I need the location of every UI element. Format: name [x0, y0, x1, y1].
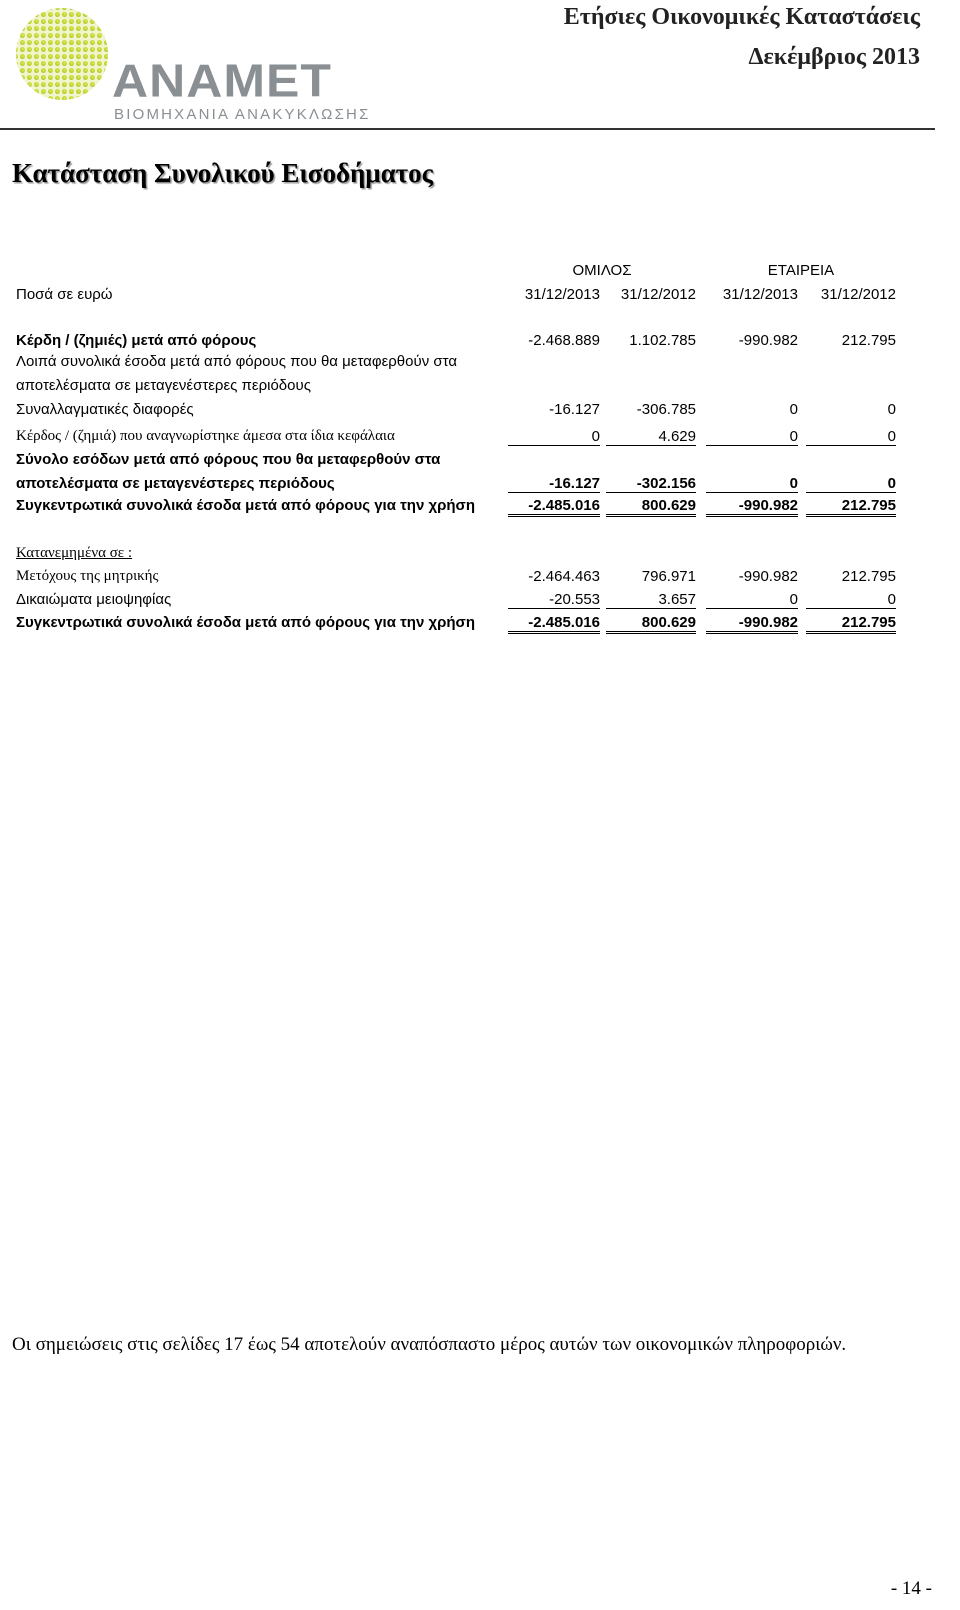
group-header-group: ΟΜΙΛΟΣ [572, 262, 632, 279]
table-cell: 212.795 [806, 497, 896, 517]
table-cell: -990.982 [738, 332, 798, 349]
units-label: Ποσά σε ευρώ [16, 286, 113, 303]
table-cell: 0 [508, 428, 600, 446]
logo-sphere-icon [12, 4, 112, 104]
table-cell: 0 [706, 428, 798, 446]
table-cell: -2.468.889 [528, 332, 600, 349]
table-cell: 0 [706, 591, 798, 609]
row-label-equity-recognised: Κέρδος / (ζημιά) που αναγνωρίστηκε άμεσα στα ίδια κεφάλαια [16, 428, 395, 444]
table-cell: -990.982 [706, 614, 798, 634]
table-cell: 0 [706, 475, 798, 493]
table-cell: -990.982 [706, 497, 798, 517]
footnote: Οι σημειώσεις στις σελίδες 17 έως 54 αποτελούν αναπόσπαστο μέρος αυτών των οικονομικών πληροφοριών. [12, 1334, 847, 1355]
group-header-company: ΕΤΑΙΡΕΙΑ [767, 262, 835, 279]
row-label-total-comprehensive-income-allocated: Συγκεντρωτικά συνολικά έσοδα μετά από φόρους για την χρήση [16, 614, 475, 631]
table-cell: 0 [789, 401, 798, 418]
table-cell: -16.127 [549, 401, 600, 418]
page-title: Κατάσταση Συνολικού Εισοδήματος [12, 158, 434, 188]
table-cell: -306.785 [636, 401, 696, 418]
row-label-total-other-income: Σύνολο εσόδων μετά από φόρους που θα μεταφερθούν στα [16, 451, 441, 468]
table-cell: 0 [887, 401, 896, 418]
header-divider [0, 128, 935, 130]
page-number: - 14 - [890, 1578, 932, 1599]
table-cell: 0 [806, 591, 896, 609]
column-header: 31/12/2013 [524, 286, 600, 303]
column-header: 31/12/2012 [620, 286, 696, 303]
row-label-parent-shareholders: Μετόχους της μητρικής [16, 568, 159, 584]
row-label-fx-differences: Συναλλαγματικές διαφορές [16, 401, 194, 418]
table-cell: 800.629 [606, 614, 696, 634]
row-label-other-income-cont: αποτελέσματα σε μεταγενέστερες περιόδους [16, 377, 311, 394]
row-label-profit-after-tax: Κέρδη / (ζημιές) μετά από φόρους [16, 332, 257, 349]
table-cell: -302.156 [606, 475, 696, 493]
table-cell: 4.629 [606, 428, 696, 446]
report-title: Ετήσιες Οικονομικές Καταστάσεις [563, 4, 920, 30]
report-date: Δεκέμβριος 2013 [748, 44, 920, 70]
row-label-total-comprehensive-income: Συγκεντρωτικά συνολικά έσοδα μετά από φόρους για την χρήση [16, 497, 475, 514]
table-cell: 212.795 [841, 568, 896, 585]
allocation-heading: Κατανεμημένα σε : [16, 545, 133, 561]
table-cell: -2.485.016 [508, 614, 600, 634]
table-cell: 212.795 [841, 332, 896, 349]
company-logo [12, 4, 372, 122]
table-cell: -2.464.463 [528, 568, 600, 585]
row-label-total-other-income-cont: αποτελέσματα σε μεταγενέστερες περιόδους [16, 475, 335, 492]
table-cell: -2.485.016 [508, 497, 600, 517]
logo-wordmark: ANAMET [112, 54, 332, 107]
table-cell: -16.127 [508, 475, 600, 493]
table-cell: 800.629 [606, 497, 696, 517]
logo-subtitle: ΒΙΟΜΗΧΑΝΙΑ ΑΝΑΚΥΚΛΩΣΗΣ [114, 106, 371, 123]
table-cell: 3.657 [606, 591, 696, 609]
table-cell: 0 [806, 475, 896, 493]
column-header: 31/12/2012 [820, 286, 896, 303]
table-cell: -20.553 [508, 591, 600, 609]
table-cell: 796.971 [641, 568, 696, 585]
row-label-other-income: Λοιπά συνολικά έσοδα μετά από φόρους που θα μεταφερθούν στα [16, 353, 457, 370]
column-header: 31/12/2013 [722, 286, 798, 303]
table-cell: -990.982 [738, 568, 798, 585]
table-cell: 0 [806, 428, 896, 446]
table-cell: 212.795 [806, 614, 896, 634]
table-cell: 1.102.785 [629, 332, 696, 349]
row-label-minority-interests: Δικαιώματα μειοψηφίας [16, 591, 172, 608]
